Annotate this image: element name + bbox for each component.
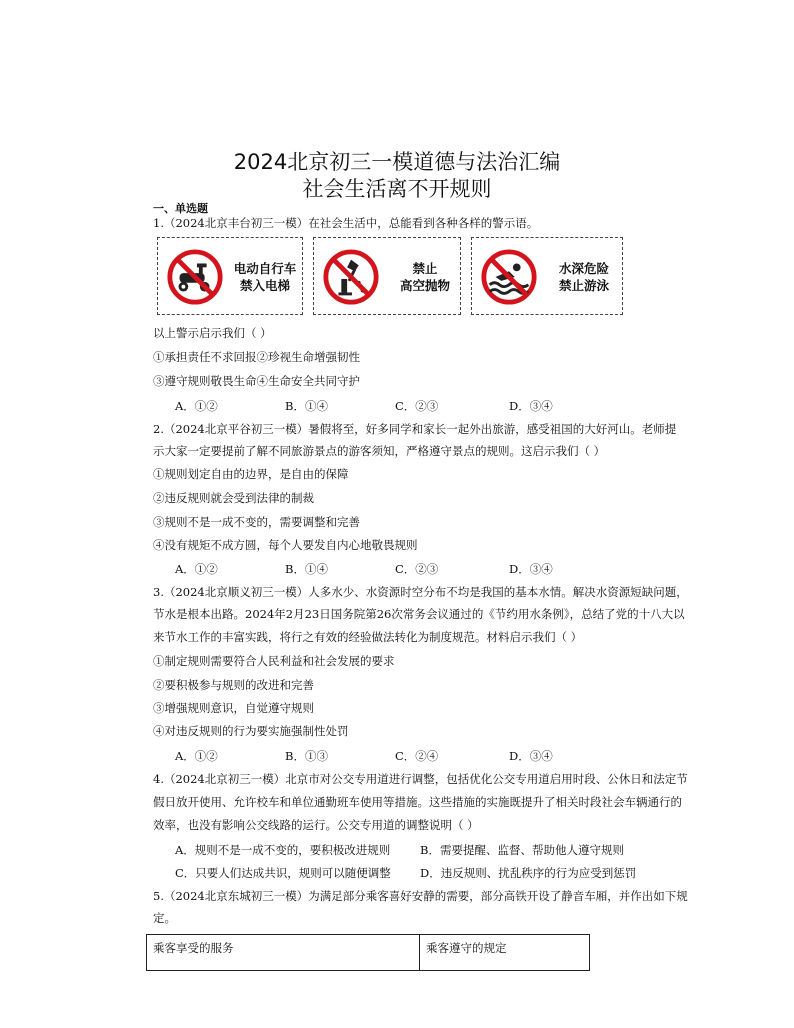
question-2-item: ②违反规则就会受到法律的制裁 <box>153 491 314 505</box>
option-d[interactable]: D．③④ <box>509 399 553 413</box>
option-b[interactable]: B．①③ <box>285 749 328 763</box>
question-2-item: ①规则划定自由的边界，是自由的保障 <box>153 467 349 481</box>
option-b[interactable]: B．①④ <box>285 562 328 576</box>
warning-signs <box>157 237 623 317</box>
question-3-item: ①制定规则需要符合人民利益和社会发展的要求 <box>153 654 395 668</box>
sign-swimming-line2: 禁止游泳 <box>558 278 609 293</box>
option-a[interactable]: A．规则不是一成不变的，要积极改进规则 <box>175 843 391 857</box>
no-swimming-icon <box>480 248 538 306</box>
question-2-item: ④没有规矩不成方圆，每个人要发自内心地敬畏规则 <box>153 538 418 552</box>
option-b[interactable]: B．①④ <box>285 399 328 413</box>
rules-table <box>146 934 590 971</box>
question-2-stem: 示大家一定要提前了解不同旅游景点的游客须知，严格遵守景点的规则。这启示我们（ ） <box>153 444 606 458</box>
no-ebike-icon <box>166 248 224 306</box>
option-d[interactable]: D．③④ <box>509 562 553 576</box>
question-2-stem: 2.（2024北京平谷初三一模）暑假将至，好多同学和家长一起外出旅游，感受祖国的大好河山。老师提 <box>153 422 677 436</box>
table-row <box>147 935 590 971</box>
option-a[interactable]: A．①② <box>175 562 218 576</box>
question-3-stem: 3.（2024北京顺义初三一模）人多水少、水资源时空分布不均是我国的基本水情。解决水资源短缺问题， <box>153 585 688 599</box>
sign-ebike-line1: 电动自行车 <box>233 261 297 276</box>
question-3-item: ③增强规则意识，自觉遵守规则 <box>153 701 314 715</box>
question-4-stem: 假日放开使用、允许校车和单位通勤班车使用等措施。这些措施的实施既提升了相关时段社会车辆通行的 <box>153 795 682 809</box>
question-4-stem: 效率，也没有影响公交线路的运行。公交专用道的调整说明（ ） <box>153 818 479 832</box>
question-1-prompt: 以上警示启示我们（ ） <box>153 326 272 340</box>
table-header-rules: 乘客遵守的规定 <box>420 935 590 971</box>
sign-throwing <box>313 237 461 315</box>
sign-swimming-line1: 水深危险 <box>558 261 609 276</box>
sign-throwing-line2: 高空抛物 <box>399 278 450 293</box>
option-d[interactable]: D．违反规则、扰乱秩序的行为应受到惩罚 <box>420 866 637 880</box>
sign-ebike <box>157 237 303 315</box>
table-header-services: 乘客享受的服务 <box>147 935 420 971</box>
option-c[interactable]: C．只要人们达成共识，规则可以随便调整 <box>175 866 391 880</box>
option-a[interactable]: A．①② <box>175 399 218 413</box>
question-1-item: ①承担责任不求回报②珍视生命增强韧性 <box>153 350 360 364</box>
question-1-item: ③遵守规则敬畏生命④生命安全共同守护 <box>153 374 360 388</box>
option-a[interactable]: A．①② <box>175 749 218 763</box>
option-c[interactable]: C．②③ <box>395 562 439 576</box>
question-4-stem: 4.（2024北京初三一模）北京市对公交专用道进行调整，包括优化公交专用道启用时段、公休日和法定节 <box>153 772 688 786</box>
option-c[interactable]: C．②③ <box>395 399 439 413</box>
question-2-item: ③规则不是一成不变的，需要调整和完善 <box>153 515 360 529</box>
option-b[interactable]: B．需要提醒、监督、帮助他人遵守规则 <box>420 843 624 857</box>
question-3-stem: 节水是根本出路。2024年2月23日国务院第26次常务会议通过的《节约用水条例》，总结了党的十八大以 <box>153 607 685 621</box>
question-5-stem: 5.（2024北京东城初三一模）为满足部分乘客喜好安静的需要，部分高铁开设了静音车厢，并作出如下规 <box>153 889 688 903</box>
section-heading: 一、单选题 <box>153 202 208 215</box>
option-d[interactable]: D．③④ <box>509 749 553 763</box>
option-c[interactable]: C．②④ <box>395 749 439 763</box>
question-3-item: ②要积极参与规则的改进和完善 <box>153 678 314 692</box>
question-1-stem: 1.（2024北京丰台初三一模）在社会生活中，总能看到各种各样的警示语。 <box>153 216 539 230</box>
page-title: 2024北京初三一模道德与法治汇编 <box>233 150 561 174</box>
sign-throwing-line1: 禁止 <box>412 261 438 276</box>
question-3-item: ④对违反规则的行为要实施强制性处罚 <box>153 724 349 738</box>
sign-ebike-line2: 禁入电梯 <box>239 278 290 293</box>
no-throwing-icon <box>322 248 380 306</box>
page-subtitle: 社会生活离不开规则 <box>302 177 492 201</box>
question-5-stem: 定。 <box>153 911 176 925</box>
sign-swimming <box>471 237 623 315</box>
question-3-stem: 来节水工作的丰富实践，将行之有效的经验做法转化为制度规范。材料启示我们（ ） <box>153 630 583 644</box>
